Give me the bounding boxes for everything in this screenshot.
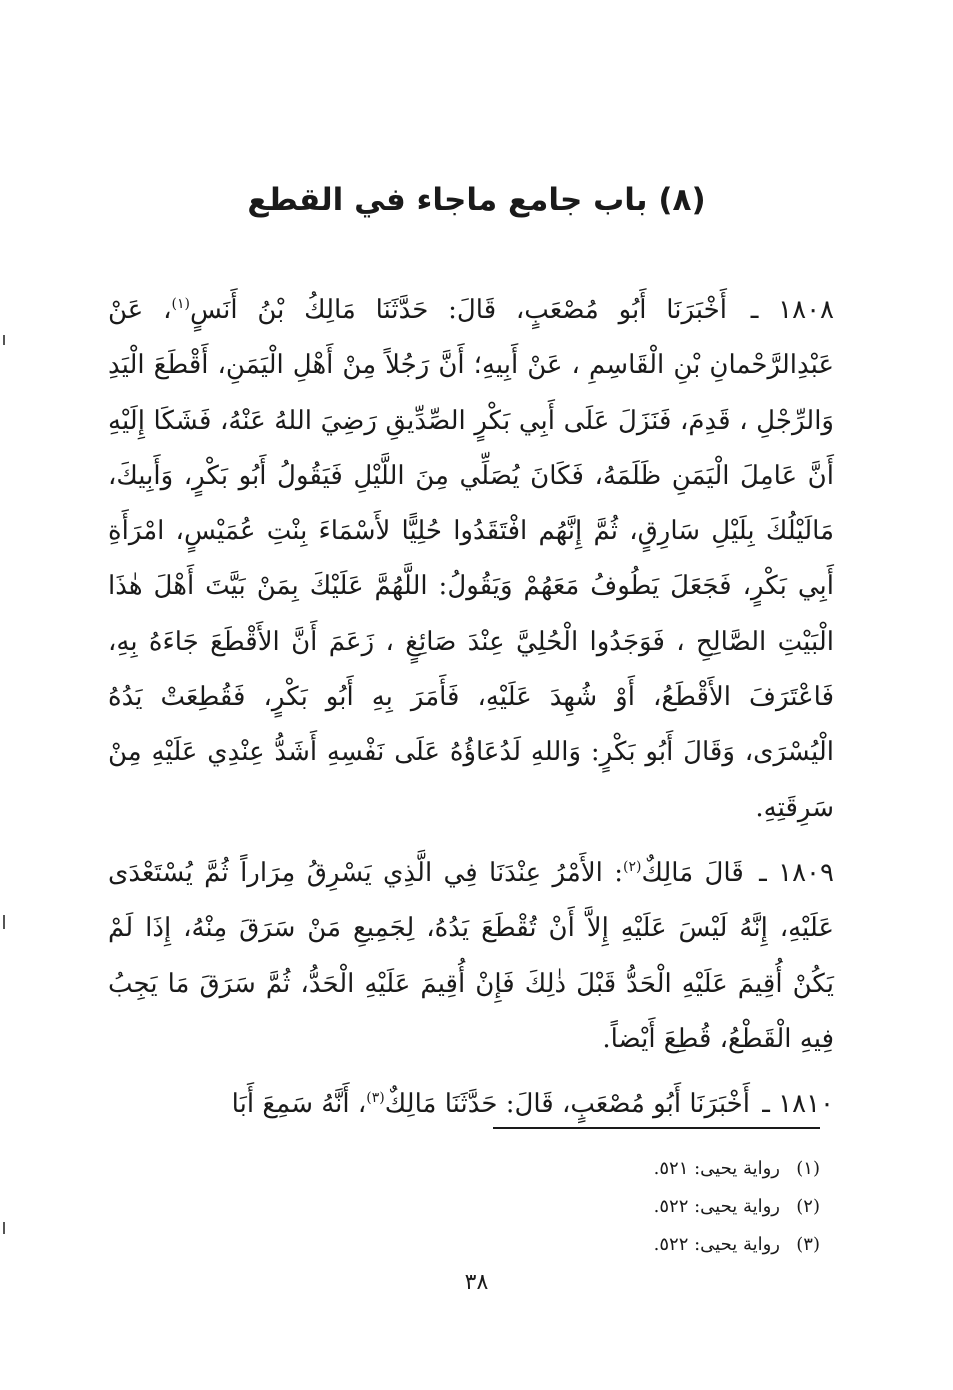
footnote-ref: (٢) xyxy=(623,858,642,875)
footnote-text: رواية يحيى: ٥٢١. xyxy=(653,1158,780,1179)
footnote-ref: (١) xyxy=(171,296,190,312)
footnote-text: رواية يحيى: ٥٢٢. xyxy=(653,1234,780,1255)
paragraph-number: ١٨١٠ ـ xyxy=(762,1089,834,1120)
paragraph-text: ، عَنْ عَبْدِالرَّحْمانِ بْنِ الْقَاسِمِ ، عَنْ أَبِيهِ؛ أَنَّ رَجُلاً مِنْ أَهْلِ الْيَمَنِ، أَقْطَعَ الْيَدِ وَالرِّجْلِ ، قَدِمَ، فَنَزَلَ عَلَى أَبِي بَكْرٍ الصِّدِّيقِ رَضِيَ اللهُ عَنْهُ، فَشَكَا إِلَيْهِ أَنَّ عَامِلَ الْيَمَنِ ظَلَمَهُ، فَكَانَ يُصَلِّي مِنَ اللَّيْلِ فَيَقُولُ أَبُو بَكْرٍ، وَأَبِيكَ، مَالَيْلُكَ بِلَيْلِ سَارِقٍ، ثُمَّ إِنَّهُم افْتَقَدُوا حُلِيًّا لأَسْمَاءَ بِنْتِ عُمَيْسٍ، امْرَأَةِ أَبِي بَكْرٍ، فَجَعَلَ يَطُوفُ مَعَهُمْ وَيَقُولُ: اللَّهُمَّ عَلَيْكَ بِمَنْ بَيَّتَ أَهْلَ هٰذَا الْبَيْتِ الصَّالِحِ ، فَوَجَدُوا الْحُلِيَّ عِنْدَ صَائِغٍ ، زَعَمَ أَنَّ الأَقْطَعَ جَاءَهُ بِهِ، فَاعْتَرَفَ الأَقْطَعُ، أَوْ شُهِدَ عَلَيْهِ، فَأَمَرَ بِهِ أَبُو بَكْرٍ، فَقُطِعَتْ يَدُهُ الْيُسْرَى، وَقَالَ أَبُو بَكْرٍ: وَاللهِ لَدُعَاؤُهُ عَلَى نَفْسِهِ أَشَدُّ عِنْدِي عَلَيْهِ مِنْ سَرِقَتِهِ. xyxy=(108,295,834,823)
paragraph-text: أَخْبَرَنَا أَبُو مُصْعَبٍ، قَالَ: حَدَّثَنَا مَالِكُ بْنُ أَنَسٍ xyxy=(189,295,727,325)
paragraph-text: : الأَمْرُ عِنْدَنَا فِي الَّذِي يَسْرِقُ مِرَاراً ثُمَّ يُسْتَعْدَى عَلَيْهِ، إِنَّهُ لَيْسَ عَلَيْهِ إِلاَّ أَنْ تُقْطَعَ يَدُهُ، لِجَمِيعِ مَنْ سَرَقَ مِنْهُ، إِذَا لَمْ يَكُنْ أُقِيمَ عَلَيْهِ الْحَدُّ قَبْلَ ذٰلِكَ فَإِنْ أُقِيمَ عَلَيْهِ الْحَدُّ، ثُمَّ سَرَقَ مَا يَجِبُ فِيهِ الْقَطْعُ، قُطِعَ أَيْضاً. xyxy=(108,857,834,1054)
footnote-item xyxy=(300,1150,820,1188)
paragraph-text: ، أَنَّهُ سَمِعَ أَبَا xyxy=(231,1089,367,1120)
paragraph-text: أَخْبَرَنَا أَبُو مُصْعَبٍ، قَالَ: حَدَّثَنَا مَالِكٌ xyxy=(384,1089,750,1120)
footnote-ref: (٣) xyxy=(366,1090,385,1107)
scan-artifact xyxy=(3,1222,5,1234)
hadith-1810 xyxy=(108,1077,834,1132)
hadith-1809 xyxy=(108,846,834,1067)
footnote-item xyxy=(300,1226,820,1264)
page-number: ٣٨ xyxy=(464,1270,489,1295)
scan-artifact xyxy=(3,915,5,929)
footnote-item xyxy=(300,1188,820,1226)
footnote-divider xyxy=(493,1127,820,1129)
scan-artifact xyxy=(3,335,5,345)
chapter-title: (٨) باب جامع ماجاء في القطع xyxy=(247,182,706,218)
paragraph-number: ١٨٠٩ ـ xyxy=(759,857,834,888)
footnote-marker: (١) xyxy=(796,1158,820,1179)
paragraph-text: قَالَ مَالِكٌ xyxy=(641,857,744,888)
footnote-text: رواية يحيى: ٥٢٢. xyxy=(653,1196,780,1217)
footnote-marker: (٣) xyxy=(796,1234,820,1255)
paragraph-number: ١٨٠٨ ـ xyxy=(750,295,835,325)
footnote-marker: (٢) xyxy=(796,1196,820,1217)
main-text xyxy=(108,283,834,1142)
footnotes xyxy=(300,1150,820,1264)
hadith-1808 xyxy=(108,283,834,836)
